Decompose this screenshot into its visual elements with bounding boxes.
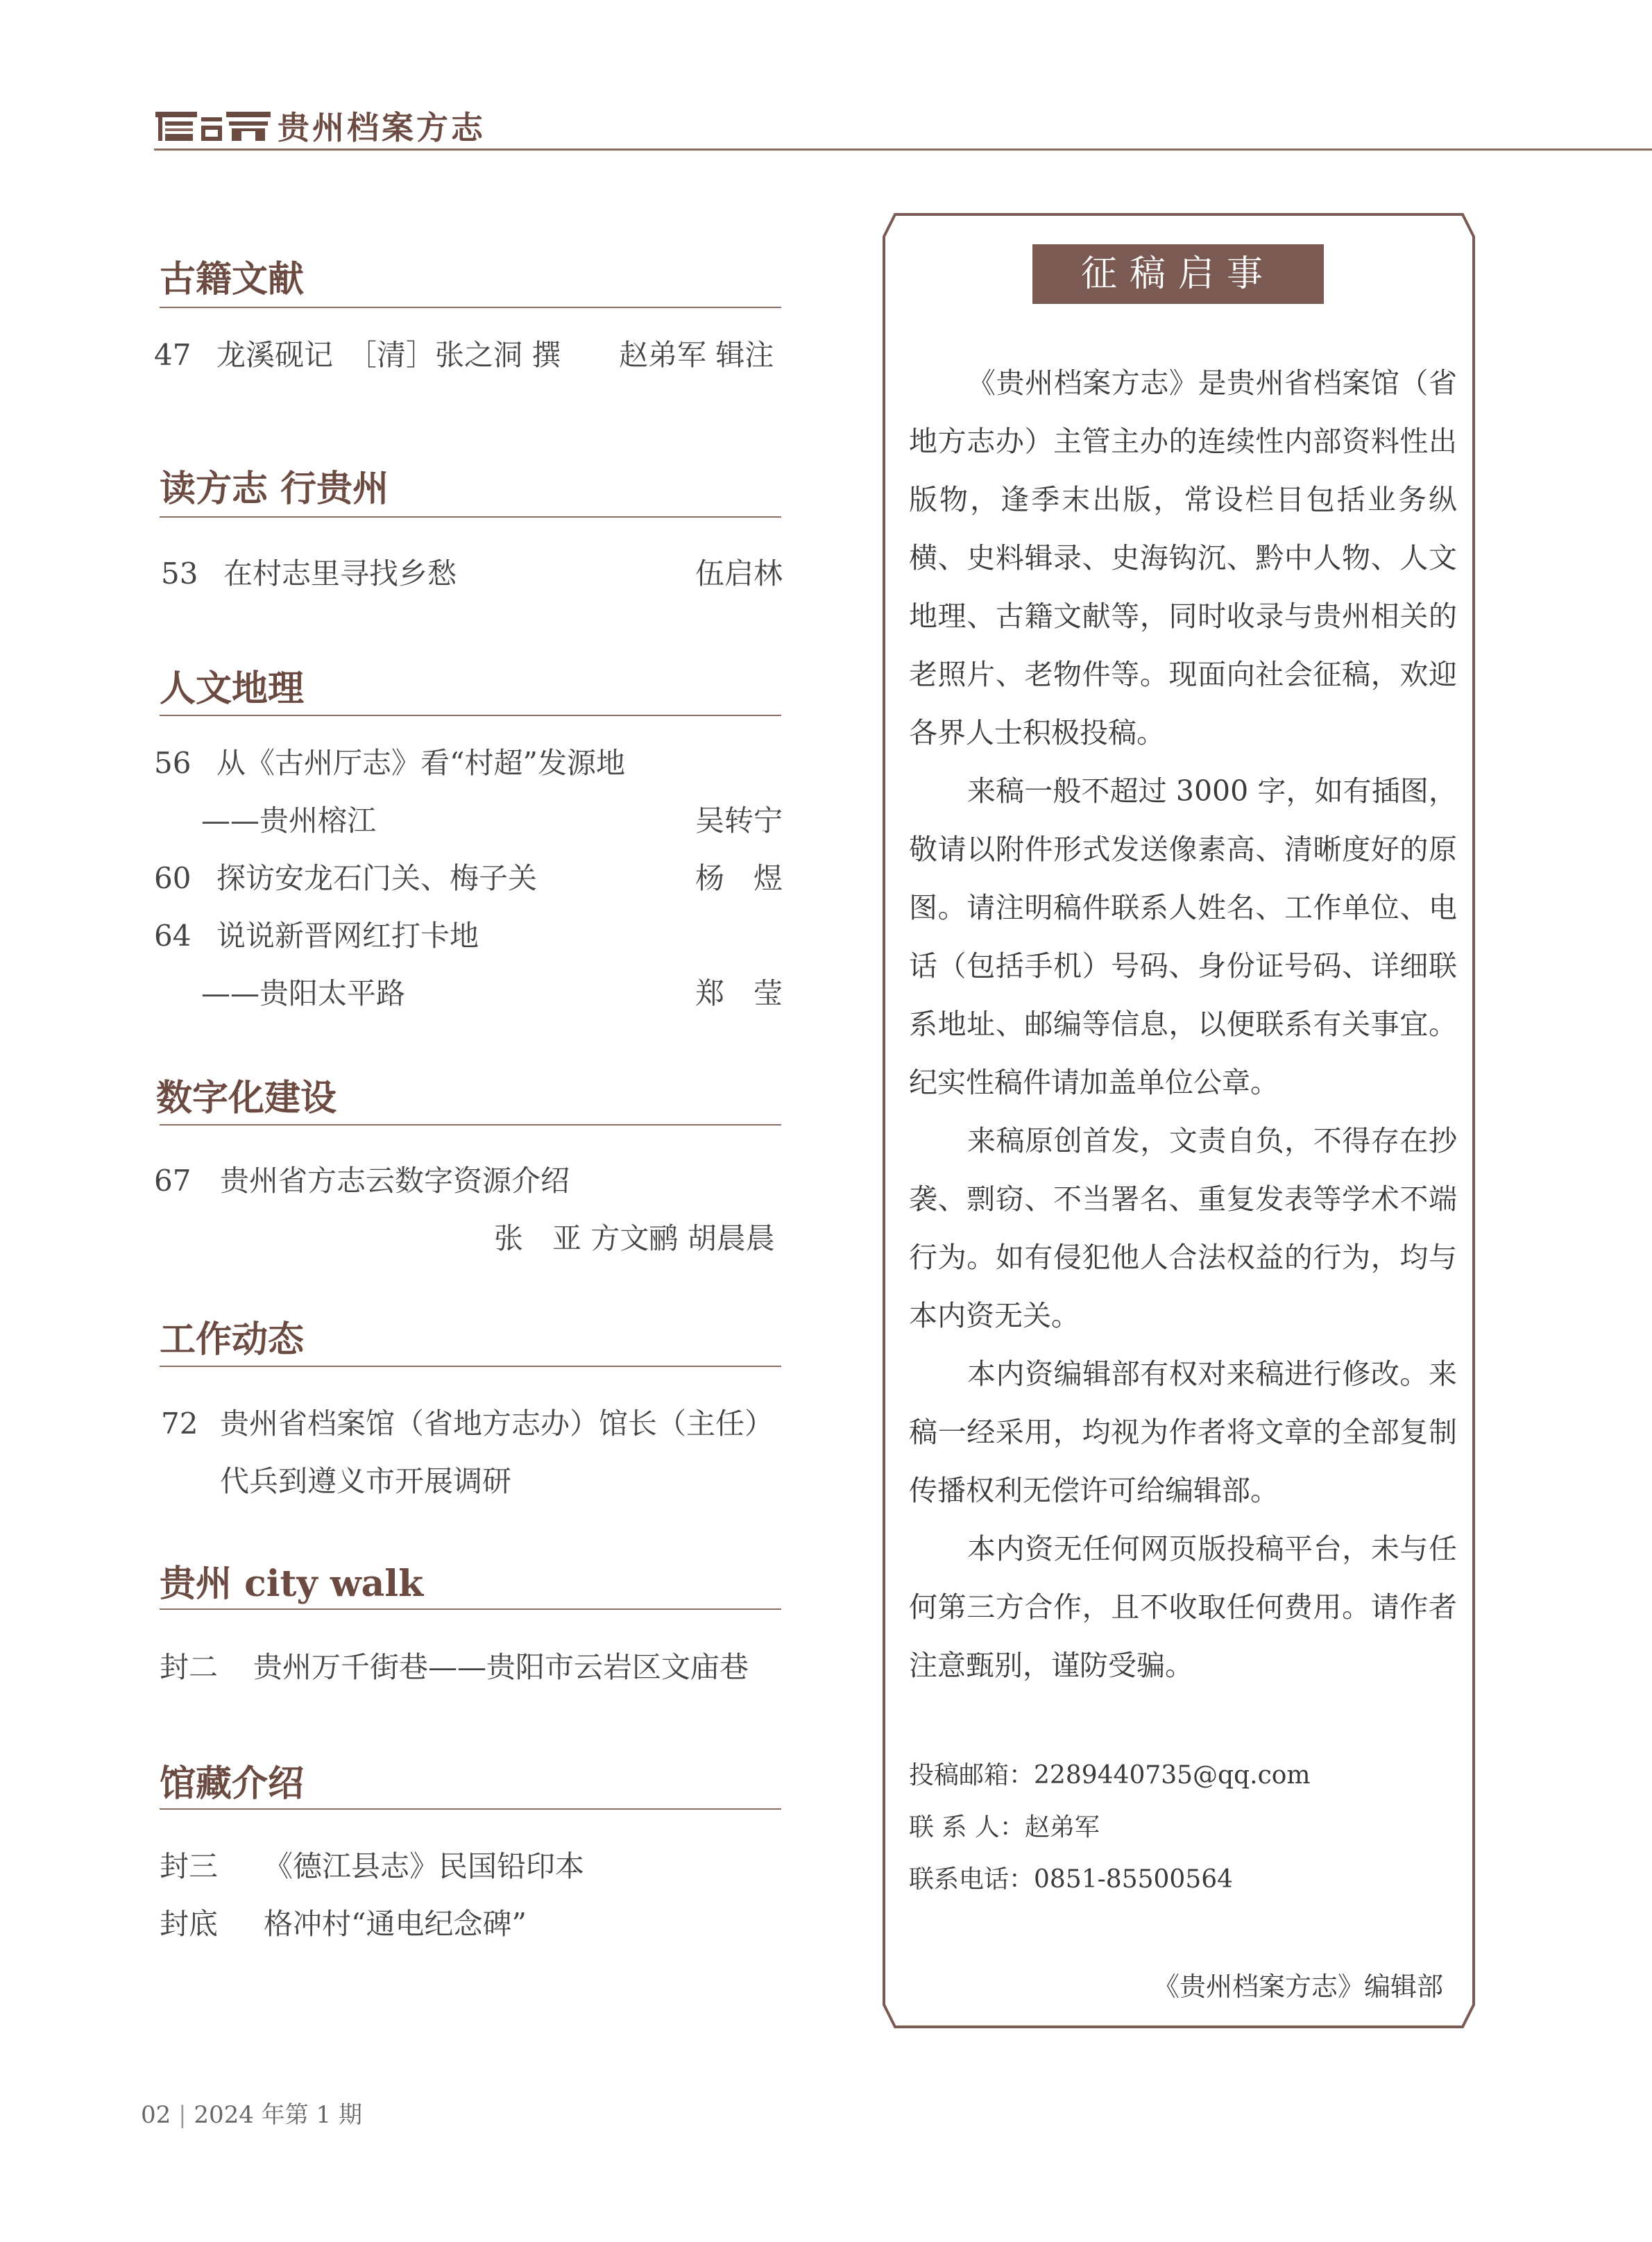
toc-section-rule — [160, 1608, 781, 1610]
notice-paragraph: 本内资无任何网页版投稿平台，未与任何第三方合作，且不收取任何费用。请作者注意甄别，谨防受骗。 — [909, 1532, 1457, 1682]
toc-entry — [154, 742, 792, 784]
toc-page-number: 56 — [154, 746, 191, 780]
toc-section-rule — [160, 1808, 781, 1810]
toc-page-number: 47 — [154, 338, 191, 372]
toc-entry — [154, 1218, 792, 1259]
email-address[interactable]: 2289440735@qq.com — [1034, 1761, 1311, 1790]
page-footer — [141, 2096, 362, 2130]
email-label: 投稿邮箱： — [909, 1761, 1034, 1790]
contact-line — [909, 1808, 1100, 1843]
toc-entry-author: 杨 煜 — [695, 861, 783, 895]
toc-entry — [161, 1461, 792, 1502]
notice-paragraph: 来稿一般不超过 3000 字，如有插图，敬请以附件形式发送像素高、清晰度好的原图。请注明稿件联系人姓名、工作单位、电话（包括手机）号码、身份证号码、详细联系地址、邮编等信息，以便联系有关事宜。纪实性稿件请加盖单位公章。 — [909, 774, 1457, 1099]
toc-entry-author: 吴转宁 — [695, 804, 783, 838]
toc-entry — [154, 915, 792, 957]
toc-page-number: 封二 — [160, 1650, 219, 1684]
toc-page-number: 封底 — [160, 1907, 219, 1941]
toc-entry-author: 伍启林 — [695, 557, 783, 591]
email-line — [909, 1756, 1311, 1791]
phone-line — [909, 1860, 1233, 1895]
toc-entry-title: ——贵阳太平路 — [201, 976, 406, 1010]
toc-section-title: 数字化建设 — [156, 1077, 337, 1119]
toc-entry-subtitle — [154, 800, 792, 842]
toc-section-title: 古籍文献 — [160, 258, 305, 300]
toc-entry-title: 贵州万千街巷——贵阳市云岩区文庙巷 — [253, 1650, 749, 1684]
toc-entry-title: 从《古州厅志》看“村超”发源地 — [216, 746, 625, 780]
toc-entry-author: 郑 莹 — [695, 976, 783, 1010]
toc-section-rule — [160, 516, 781, 518]
toc-entry-subtitle — [154, 973, 792, 1014]
header-rule — [154, 148, 1652, 151]
toc-entry-title: 代兵到遵义市开展调研 — [220, 1464, 512, 1498]
notice-paragraph: 来稿原创首发，文责自负，不得存在抄袭、剽窃、不当署名、重复发表等学术不端行为。如有侵犯他人合法权益的行为，均与本内资无关。 — [909, 1124, 1457, 1332]
toc-section-title: 读方志 行贵州 — [160, 468, 389, 510]
toc-entry-title: 龙溪砚记 ［清］张之洞 撰 — [216, 338, 561, 372]
notice-paragraph: 《贵州档案方志》是贵州省档案馆（省地方志办）主管主办的连续性内部资料性出版物，逢季末出版，常设栏目包括业务纵横、史料辑录、史海钩沉、黔中人物、人文地理、古籍文献等，同时收录与贵州相关的老照片、老物件等。现面向社会征稿，欢迎各界人士积极投稿。 — [909, 366, 1457, 749]
footer-divider: | — [178, 2101, 187, 2129]
toc-section-rule — [160, 715, 781, 716]
toc-entry-title: ——贵州榕江 — [201, 804, 377, 838]
toc-entry-author: 赵弟军 辑注 — [619, 338, 774, 372]
toc-page-number: 72 — [161, 1407, 198, 1441]
toc-section-title: 馆藏介绍 — [160, 1763, 305, 1805]
toc-entry — [154, 858, 792, 899]
toc-entry — [160, 1903, 792, 1945]
archive-building-logo-icon — [154, 108, 272, 142]
toc-section-rule — [160, 1124, 781, 1126]
toc-page-number: 67 — [154, 1164, 191, 1198]
journal-title: 贵州档案方志 — [278, 109, 486, 146]
notice-title: 征稿启事 — [1080, 253, 1275, 295]
toc-page-number: 封三 — [160, 1849, 219, 1883]
toc-entry-title: 贵州省档案馆（省地方志办）馆长（主任） — [220, 1407, 774, 1441]
contact-label: 联 系 人： — [909, 1813, 1025, 1842]
toc-entry — [154, 1160, 792, 1202]
toc-entry — [154, 334, 792, 376]
editorial-department: 《贵州档案方志》编辑部 — [1152, 1971, 1443, 2002]
toc-entry-title: 格冲村“通电纪念碑” — [264, 1907, 527, 1941]
issue-label: 2024 年第 1 期 — [194, 2101, 362, 2129]
page-number: 02 — [141, 2101, 171, 2129]
toc-entry-title: 在村志里寻找乡愁 — [223, 557, 457, 591]
toc-section-rule — [160, 1366, 781, 1367]
toc-entry — [161, 553, 792, 595]
toc-section-title: 工作动态 — [160, 1318, 305, 1361]
toc-section-title: 人文地理 — [160, 668, 305, 710]
toc-entry-author: 张 亚 方文鹂 胡晨晨 — [494, 1221, 775, 1255]
toc-entry-title: 贵州省方志云数字资源介绍 — [220, 1164, 570, 1198]
phone-label: 联系电话： — [909, 1865, 1034, 1894]
toc-page-number: 64 — [154, 919, 191, 953]
toc-section-title: 贵州 city walk — [160, 1563, 424, 1605]
toc-entry — [160, 1846, 792, 1887]
toc-entry — [161, 1403, 792, 1445]
toc-section-rule — [160, 307, 781, 308]
phone-number[interactable]: 0851-85500564 — [1034, 1865, 1234, 1894]
toc-page-number: 60 — [154, 861, 191, 895]
toc-entry-title: 探访安龙石门关、梅子关 — [216, 861, 538, 895]
toc-page-number: 53 — [161, 557, 198, 591]
toc-entry — [160, 1647, 792, 1688]
toc-entry-title: 《德江县志》民国铅印本 — [264, 1849, 585, 1883]
contact-name: 赵弟军 — [1024, 1813, 1100, 1842]
toc-entry-title: 说说新晋网红打卡地 — [216, 919, 479, 953]
notice-paragraph: 本内资编辑部有权对来稿进行修改。来稿一经采用，均视为作者将文章的全部复制传播权利无偿许可给编辑部。 — [909, 1357, 1457, 1507]
